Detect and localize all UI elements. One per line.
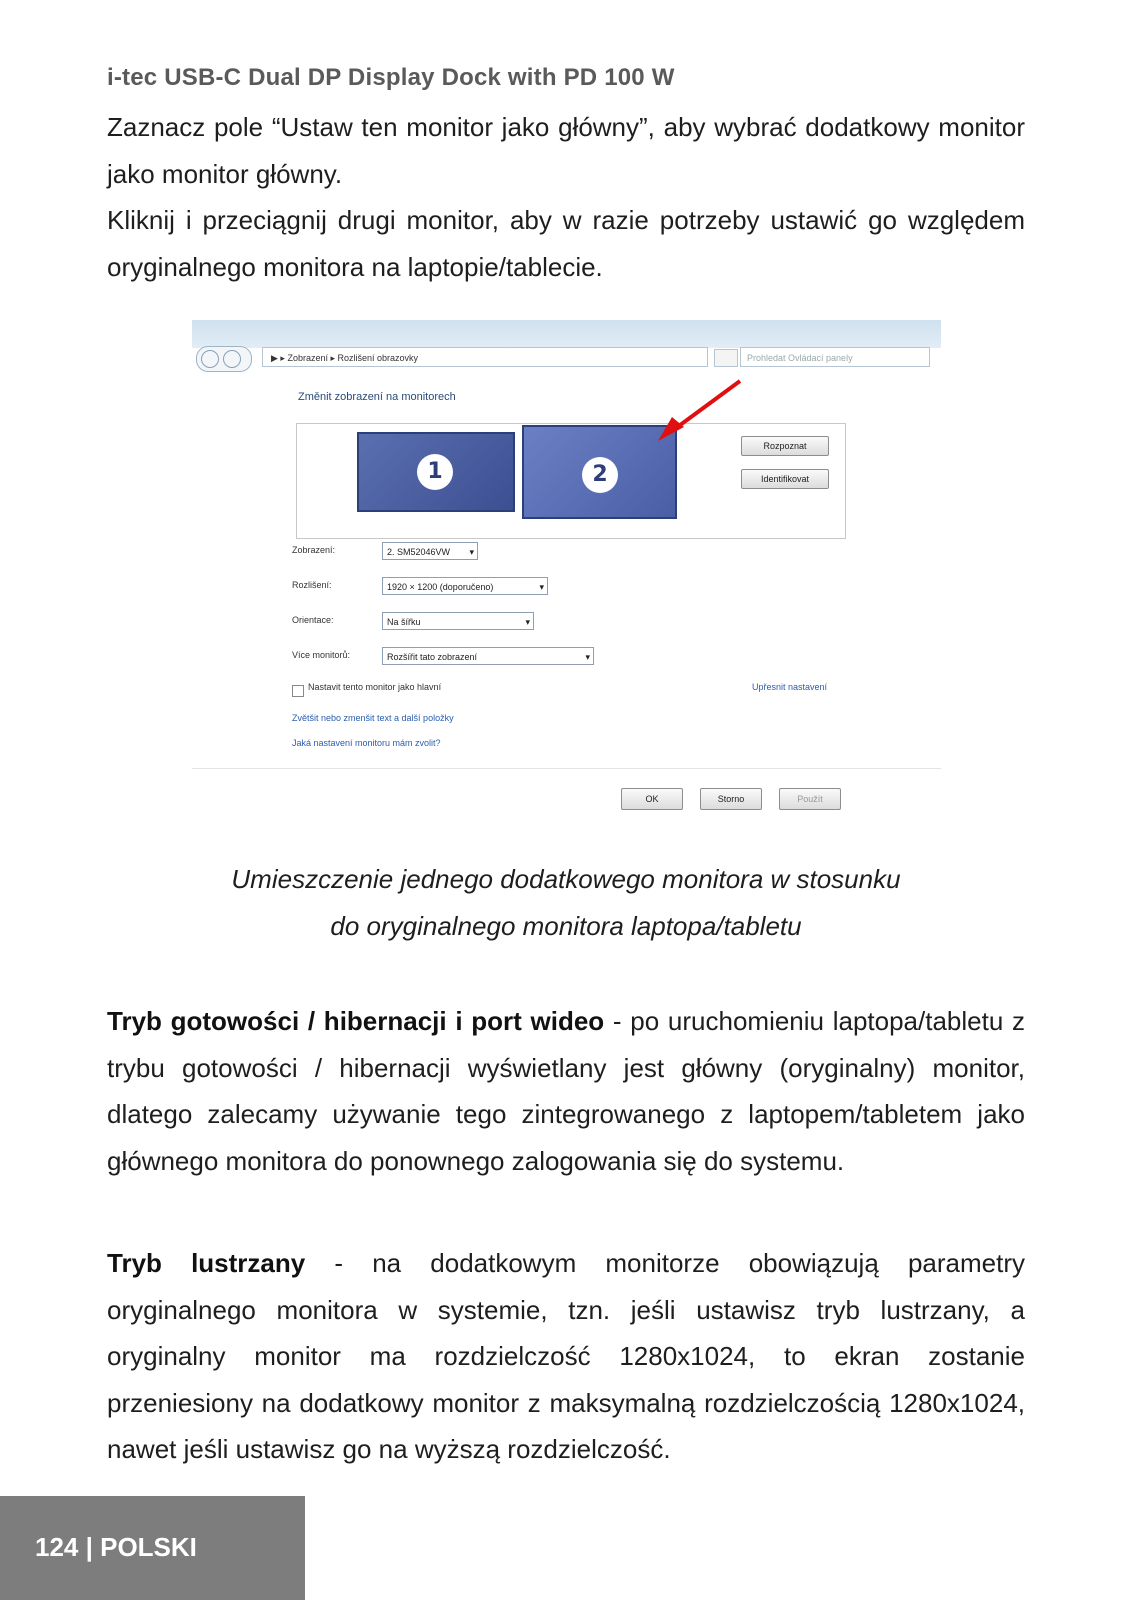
text-size-link[interactable]: Zvětšit nebo zmenšit text a další položky bbox=[292, 713, 454, 723]
primary-monitor-checkbox-label[interactable]: Nastavit tento monitor jako hlavní bbox=[308, 682, 442, 692]
document-header-title: i-tec USB-C Dual DP Display Dock with PD 100 W bbox=[107, 64, 675, 91]
display-select[interactable]: 2. SM52046VW ▾ bbox=[382, 542, 478, 560]
orientation-label: Orientace: bbox=[292, 615, 334, 625]
identify-button[interactable]: Identifikovat bbox=[741, 469, 829, 489]
address-bar[interactable]: ▶ ▸ Zobrazení ▸ Rozlišení obrazovky bbox=[262, 347, 708, 367]
multi-monitor-select[interactable]: Rozšířit tato zobrazení ▾ bbox=[382, 647, 594, 665]
forward-arrow-icon[interactable] bbox=[223, 350, 241, 368]
monitor-2-number: 2 bbox=[582, 457, 618, 493]
resolution-label: Rozlišení: bbox=[292, 580, 332, 590]
intro-paragraph-1: Zaznacz pole “Ustaw ten monitor jako główny”, aby wybrać dodatkowy monitor jako monitor główny. bbox=[107, 112, 1025, 189]
page-footer bbox=[0, 1496, 305, 1600]
standby-body: - po uruchomieniu laptopa/tabletu z trybu gotowości / hibernacji wyświetlany jest główny (oryginalny) monitor, dlatego zalecamy używanie tego zintegrowanego z laptopem/tabletem jako głównego monitora do ponownego zalogowania się do systemu. bbox=[107, 1006, 1026, 1176]
search-input[interactable]: Prohledat Ovládací panely bbox=[740, 347, 930, 367]
divider bbox=[192, 768, 941, 769]
monitor-settings-help-link[interactable]: Jaká nastavení monitoru mám zvolit? bbox=[292, 738, 441, 748]
mirror-body: - na dodatkowym monitorze obowiązują parametry oryginalnego monitora w systemie, tzn. jeśli ustawisz tryb lustrzany, a oryginalny monitor ma rozdzielczość 1280x1024, to ekran zostanie przeniesiony na dodatkowy monitor z maksymalną rozdzielczością 1280x1024, nawet jeśli ustawisz go na wyższą rozdzielczość. bbox=[107, 1248, 1025, 1464]
standby-section bbox=[107, 998, 1025, 1184]
monitor-1-tile[interactable] bbox=[357, 432, 515, 512]
display-settings-screenshot bbox=[192, 320, 941, 832]
monitor-1-number: 1 bbox=[417, 454, 453, 490]
window-titlebar bbox=[192, 320, 941, 348]
intro-section bbox=[107, 104, 1025, 290]
multi-monitor-label: Více monitorů: bbox=[292, 650, 351, 660]
detect-button[interactable]: Rozpoznat bbox=[741, 436, 829, 456]
settings-heading: Změnit zobrazení na monitorech bbox=[298, 391, 456, 403]
caption-line-2: do oryginalnego monitora laptopa/tabletu bbox=[330, 910, 802, 941]
page-number: 124 | POLSKI bbox=[35, 1532, 197, 1562]
ok-button[interactable]: OK bbox=[621, 788, 683, 810]
primary-monitor-checkbox[interactable] bbox=[292, 685, 304, 697]
apply-button[interactable]: Použít bbox=[779, 788, 841, 810]
back-forward-buttons[interactable] bbox=[196, 346, 252, 372]
advanced-settings-link[interactable]: Upřesnit nastavení bbox=[752, 682, 828, 692]
cancel-button[interactable]: Storno bbox=[700, 788, 762, 810]
intro-paragraph-2: Kliknij i przeciągnij drugi monitor, aby w razie potrzeby ustawić go względem oryginalnego monitora na laptopie/tablecie. bbox=[107, 205, 1025, 282]
resolution-select[interactable]: 1920 × 1200 (doporučeno) ▾ bbox=[382, 577, 548, 595]
display-label: Zobrazení: bbox=[292, 545, 336, 555]
standby-title: Tryb gotowości / hibernacji i port wideo bbox=[107, 1006, 605, 1036]
red-arrow-icon bbox=[652, 375, 752, 445]
mirror-title: Tryb lustrzany bbox=[107, 1248, 306, 1278]
back-arrow-icon[interactable] bbox=[201, 350, 219, 368]
caption-line-1: Umieszczenie jednego dodatkowego monitora w stosunku bbox=[231, 864, 901, 894]
orientation-select[interactable]: Na šířku ▾ bbox=[382, 612, 534, 630]
figure-caption bbox=[107, 856, 1025, 949]
address-dropdown[interactable] bbox=[714, 349, 738, 367]
mirror-section bbox=[107, 1240, 1025, 1473]
